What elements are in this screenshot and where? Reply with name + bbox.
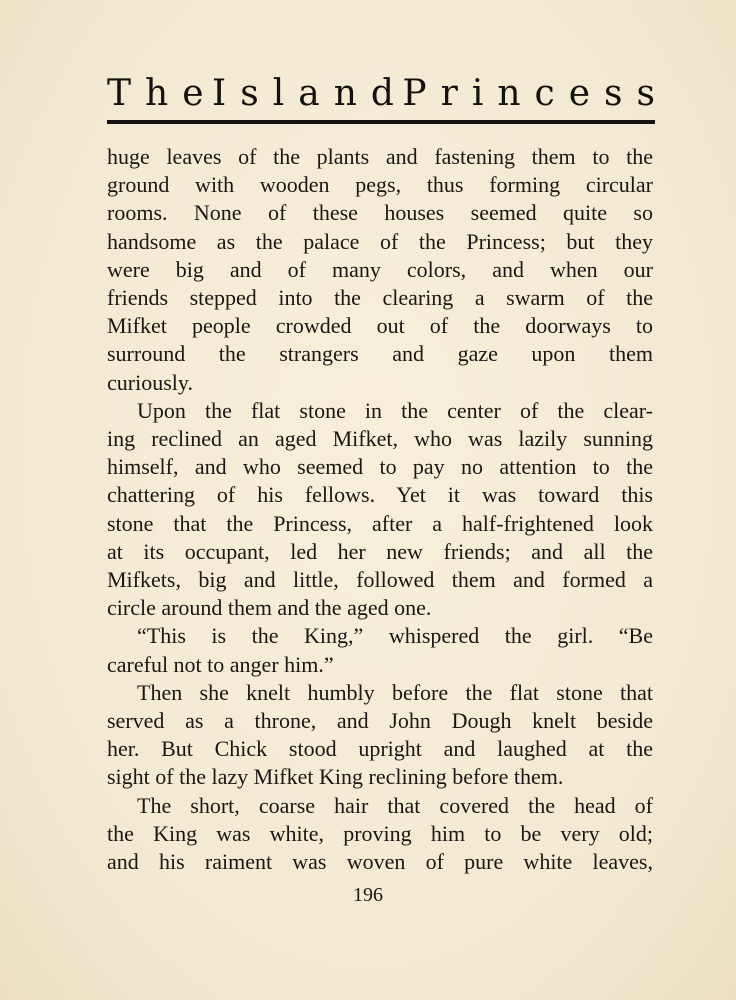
- text-line: Mifket people crowded out of the doorways to: [107, 313, 653, 339]
- text-line: curiously.: [107, 369, 193, 395]
- running-header: [107, 72, 655, 120]
- text-line: ground with wooden pegs, thus forming circular: [107, 172, 653, 198]
- text-line: at its occupant, led her new friends; and all the: [107, 538, 653, 564]
- header-rule: [107, 120, 655, 124]
- text-line: huge leaves of the plants and fastening them to the: [107, 144, 653, 169]
- body-text: [107, 143, 653, 876]
- text-line: handsome as the palace of the Princess; but they: [107, 228, 653, 254]
- text-line: The short, coarse hair that covered the head of: [137, 792, 653, 818]
- text-line: sight of the lazy Mifket King reclining before them.: [107, 764, 564, 790]
- text-line: careful not to anger him.”: [107, 651, 334, 677]
- text-line: her. But Chick stood upright and laughed at the: [107, 736, 653, 762]
- header-word-1: T h e: [107, 73, 204, 114]
- header-word-3: P r i n c e s s: [402, 73, 655, 114]
- text-line: stone that the Princess, after a half-frightened look: [107, 510, 653, 536]
- text-line: Then she knelt humbly before the flat stone that: [137, 679, 653, 705]
- text-line: Mifkets, big and little, followed them and formed a: [107, 567, 653, 593]
- running-header-title: [107, 72, 655, 116]
- text-line: himself, and who seemed to pay no attention to the: [107, 454, 653, 480]
- text-line: the King was white, proving him to be very old;: [107, 820, 653, 846]
- header-word-2: I s l a n d: [211, 73, 394, 114]
- page-number: 196: [353, 884, 383, 906]
- text-line: Upon the flat stone in the center of the clear-: [137, 397, 653, 423]
- text-line: “This is the King,” whispered the girl. “Be: [137, 623, 653, 649]
- text-line: ing reclined an aged Mifket, who was lazily sunning: [107, 426, 653, 452]
- text-line: circle around them and the aged one.: [107, 595, 432, 621]
- text-line: and his raiment was woven of pure white leaves,: [107, 849, 653, 875]
- text-line: friends stepped into the clearing a swarm of the: [107, 285, 653, 311]
- text-line: surround the strangers and gaze upon them: [107, 341, 653, 367]
- text-line: rooms. None of these houses seemed quite so: [107, 200, 653, 226]
- text-line: chattering of his fellows. Yet it was toward this: [107, 482, 653, 508]
- text-line: were big and of many colors, and when our: [107, 256, 653, 282]
- text-line: served as a throne, and John Dough knelt beside: [107, 708, 653, 734]
